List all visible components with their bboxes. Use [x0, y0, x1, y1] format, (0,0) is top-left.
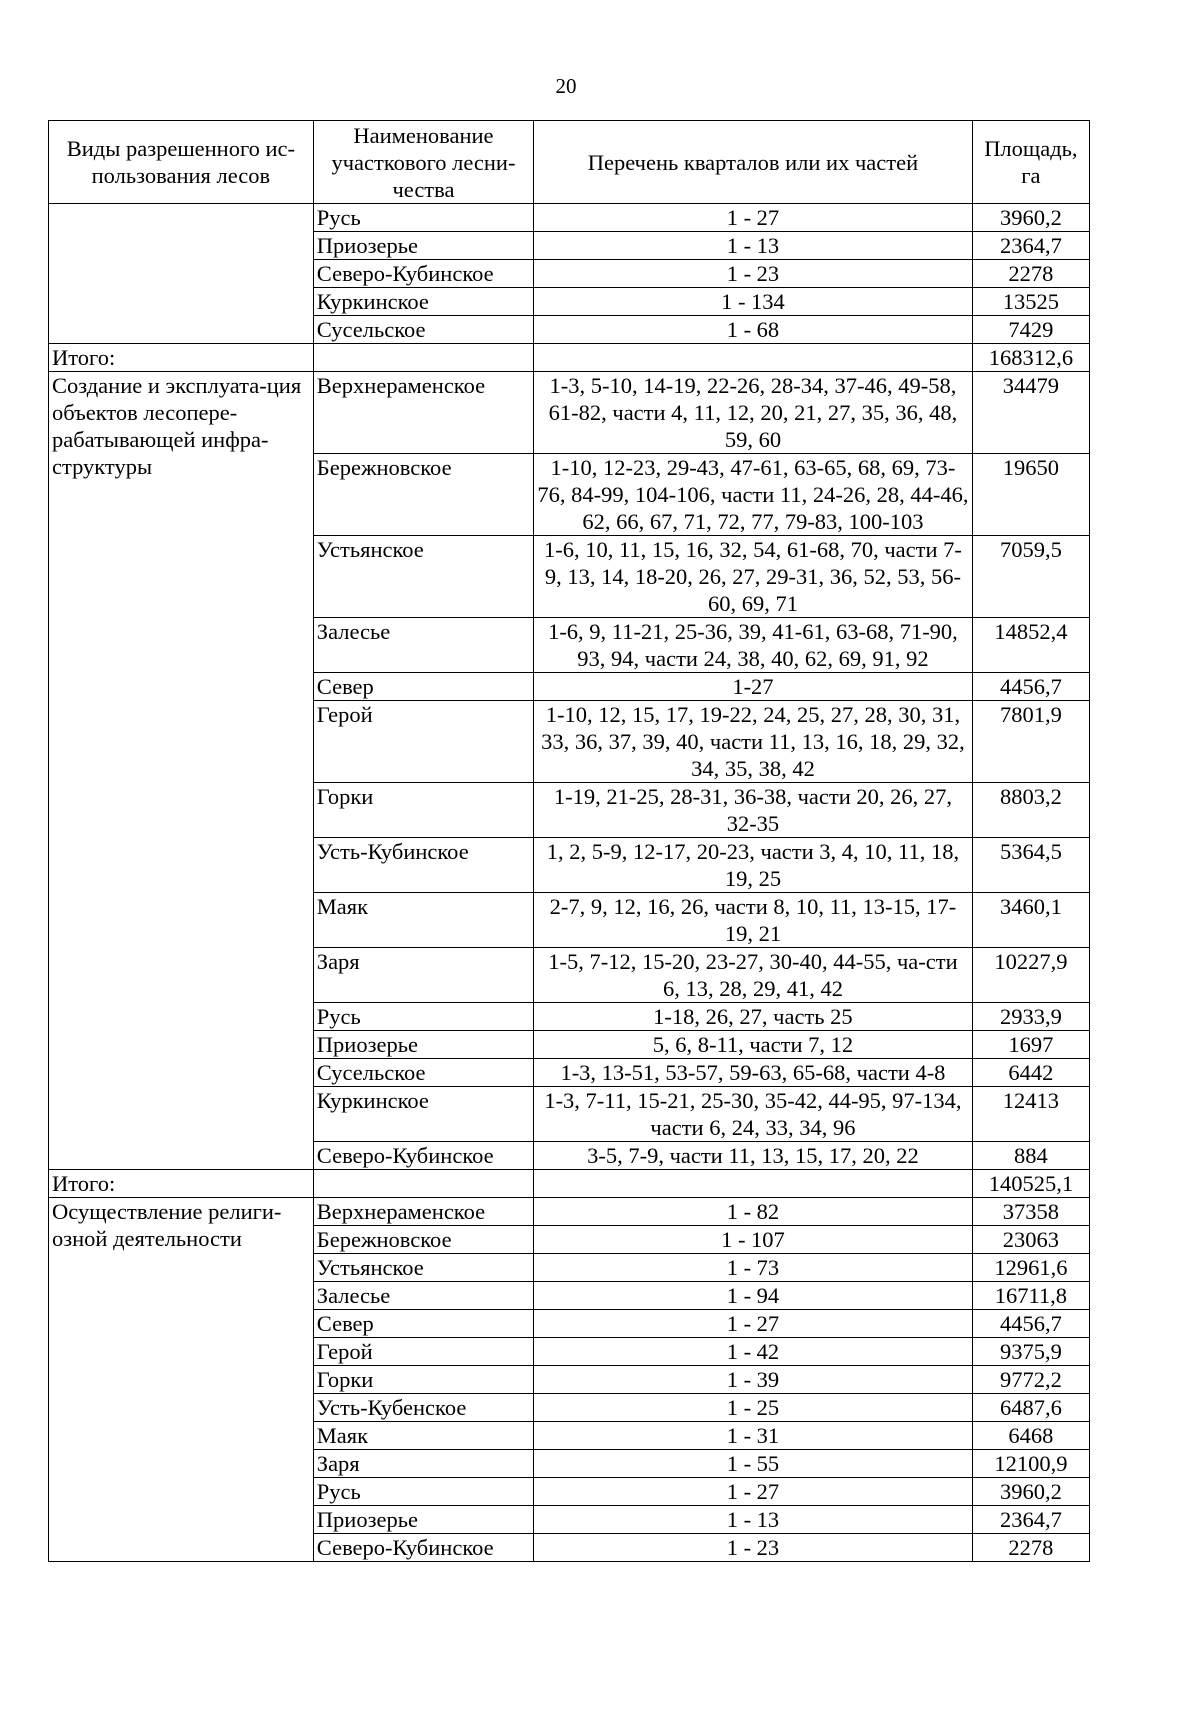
forestry-cell: Приозерье: [313, 232, 533, 260]
area-cell: 2278: [972, 260, 1089, 288]
quarters-cell: 1 - 27: [534, 1310, 973, 1338]
forestry-cell: Усть-Кубинское: [313, 838, 533, 893]
forestry-cell: Горки: [313, 783, 533, 838]
forestry-cell: Устьянское: [313, 536, 533, 618]
area-cell: 7059,5: [972, 536, 1089, 618]
quarters-cell: 1-3, 5-10, 14-19, 22-26, 28-34, 37-46, 49-58, 61-82, части 4, 11, 12, 20, 21, 27, 35, 36, 48, 59, 60: [534, 372, 973, 454]
quarters-cell: 1 - 94: [534, 1282, 973, 1310]
area-cell: 7801,9: [972, 701, 1089, 783]
area-cell: 2278: [972, 1534, 1089, 1562]
quarters-cell: 1 - 23: [534, 260, 973, 288]
area-cell: 37358: [972, 1198, 1089, 1226]
area-cell: 16711,8: [972, 1282, 1089, 1310]
page-number: 20: [555, 74, 577, 98]
area-cell: 10227,9: [972, 948, 1089, 1003]
header-quarters: Перечень кварталов или их частей: [534, 121, 973, 204]
quarters-cell: 1 - 39: [534, 1366, 973, 1394]
forestry-cell: Сусельское: [313, 1059, 533, 1087]
header-area: Площадь, га: [972, 121, 1089, 204]
quarters-cell: 1 - 27: [534, 204, 973, 232]
quarters-cell: 1 - 107: [534, 1226, 973, 1254]
table-row: [49, 372, 1090, 454]
area-cell: 3960,2: [972, 1478, 1089, 1506]
total-area: 168312,6: [972, 344, 1089, 372]
table-header-row: [49, 121, 1090, 204]
area-cell: 2933,9: [972, 1003, 1089, 1031]
forestry-cell: Куркинское: [313, 288, 533, 316]
quarters-cell: 3-5, 7-9, части 11, 13, 15, 17, 20, 22: [534, 1142, 973, 1170]
forestry-cell: Приозерье: [313, 1506, 533, 1534]
quarters-cell: 1 - 31: [534, 1422, 973, 1450]
forestry-cell: Герой: [313, 1338, 533, 1366]
forestry-cell: Маяк: [313, 1422, 533, 1450]
total-forestry-empty: [313, 344, 533, 372]
use-type-cell: Создание и эксплуата-ция объектов лесопере-рабатывающей инфра-структуры: [49, 372, 314, 1170]
quarters-cell: 1-5, 7-12, 15-20, 23-27, 30-40, 44-55, ча-сти 6, 13, 28, 29, 41, 42: [534, 948, 973, 1003]
table-row: [49, 1198, 1090, 1226]
area-cell: 6487,6: [972, 1394, 1089, 1422]
area-cell: 7429: [972, 316, 1089, 344]
quarters-cell: 1 - 13: [534, 1506, 973, 1534]
forestry-cell: Русь: [313, 204, 533, 232]
quarters-cell: 1-18, 26, 27, часть 25: [534, 1003, 973, 1031]
forestry-cell: Русь: [313, 1478, 533, 1506]
total-forestry-empty: [313, 1170, 533, 1198]
quarters-cell: 1-10, 12-23, 29-43, 47-61, 63-65, 68, 69, 73-76, 84-99, 104-106, части 11, 24-26, 28, 44-46, 62, 66, 67, 71, 72, 77, 79-83, 100-103: [534, 454, 973, 536]
header-use-type: Виды разрешенного ис-пользования лесов: [49, 121, 314, 204]
forestry-cell: Север: [313, 673, 533, 701]
area-cell: 3960,2: [972, 204, 1089, 232]
area-cell: 4456,7: [972, 673, 1089, 701]
forestry-cell: Устьянское: [313, 1254, 533, 1282]
total-area: 140525,1: [972, 1170, 1089, 1198]
total-label: Итого:: [49, 344, 314, 372]
forestry-cell: Бережновское: [313, 454, 533, 536]
quarters-cell: 1-3, 13-51, 53-57, 59-63, 65-68, части 4-8: [534, 1059, 973, 1087]
quarters-cell: 1-6, 10, 11, 15, 16, 32, 54, 61-68, 70, части 7-9, 13, 14, 18-20, 26, 27, 29-31, 36, 52, 53, 56-60, 69, 71: [534, 536, 973, 618]
total-row: [49, 344, 1090, 372]
area-cell: 12961,6: [972, 1254, 1089, 1282]
forestry-cell: Маяк: [313, 893, 533, 948]
quarters-cell: 1-6, 9, 11-21, 25-36, 39, 41-61, 63-68, 71-90, 93, 94, части 24, 38, 40, 62, 69, 91, 92: [534, 618, 973, 673]
total-quarters-empty: [534, 344, 973, 372]
quarters-cell: 1-27: [534, 673, 973, 701]
forestry-cell: Заря: [313, 1450, 533, 1478]
forestry-cell: Северо-Кубинское: [313, 1142, 533, 1170]
forestry-cell: Усть-Кубенское: [313, 1394, 533, 1422]
quarters-cell: 1-3, 7-11, 15-21, 25-30, 35-42, 44-95, 97-134, части 6, 24, 33, 34, 96: [534, 1087, 973, 1142]
area-cell: 9375,9: [972, 1338, 1089, 1366]
forestry-cell: Северо-Кубинское: [313, 260, 533, 288]
area-cell: 12413: [972, 1087, 1089, 1142]
use-type-cell: Осуществление религи-озной деятельности: [49, 1198, 314, 1562]
quarters-cell: 1-19, 21-25, 28-31, 36-38, части 20, 26, 27, 32-35: [534, 783, 973, 838]
use-type-cell: [49, 204, 314, 344]
table-row: [49, 204, 1090, 232]
quarters-cell: 2-7, 9, 12, 16, 26, части 8, 10, 11, 13-15, 17-19, 21: [534, 893, 973, 948]
quarters-cell: 1 - 23: [534, 1534, 973, 1562]
quarters-cell: 1, 2, 5-9, 12-17, 20-23, части 3, 4, 10, 11, 18, 19, 25: [534, 838, 973, 893]
area-cell: 9772,2: [972, 1366, 1089, 1394]
forestry-cell: Приозерье: [313, 1031, 533, 1059]
area-cell: 19650: [972, 454, 1089, 536]
area-cell: 23063: [972, 1226, 1089, 1254]
area-cell: 14852,4: [972, 618, 1089, 673]
forest-use-table: [48, 120, 1090, 1562]
quarters-cell: 1 - 42: [534, 1338, 973, 1366]
total-row: [49, 1170, 1090, 1198]
table-body: [49, 204, 1090, 1562]
forestry-cell: Верхнераменское: [313, 372, 533, 454]
quarters-cell: 1 - 82: [534, 1198, 973, 1226]
header-forestry: Наименование участкового лесни-чества: [313, 121, 533, 204]
forestry-cell: Бережновское: [313, 1226, 533, 1254]
quarters-cell: 1 - 55: [534, 1450, 973, 1478]
quarters-cell: 5, 6, 8-11, части 7, 12: [534, 1031, 973, 1059]
total-quarters-empty: [534, 1170, 973, 1198]
area-cell: 884: [972, 1142, 1089, 1170]
quarters-cell: 1 - 73: [534, 1254, 973, 1282]
area-cell: 34479: [972, 372, 1089, 454]
forestry-cell: Куркинское: [313, 1087, 533, 1142]
forestry-cell: Залесье: [313, 1282, 533, 1310]
quarters-cell: 1 - 27: [534, 1478, 973, 1506]
forestry-cell: Герой: [313, 701, 533, 783]
quarters-cell: 1 - 134: [534, 288, 973, 316]
area-cell: 1697: [972, 1031, 1089, 1059]
forestry-cell: Северо-Кубинское: [313, 1534, 533, 1562]
forestry-cell: Русь: [313, 1003, 533, 1031]
area-cell: 12100,9: [972, 1450, 1089, 1478]
forestry-cell: Север: [313, 1310, 533, 1338]
forestry-cell: Заря: [313, 948, 533, 1003]
area-cell: 2364,7: [972, 232, 1089, 260]
area-cell: 6442: [972, 1059, 1089, 1087]
quarters-cell: 1 - 25: [534, 1394, 973, 1422]
area-cell: 5364,5: [972, 838, 1089, 893]
total-label: Итого:: [49, 1170, 314, 1198]
area-cell: 3460,1: [972, 893, 1089, 948]
area-cell: 4456,7: [972, 1310, 1089, 1338]
area-cell: 13525: [972, 288, 1089, 316]
area-cell: 6468: [972, 1422, 1089, 1450]
quarters-cell: 1 - 13: [534, 232, 973, 260]
forestry-cell: Сусельское: [313, 316, 533, 344]
quarters-cell: 1-10, 12, 15, 17, 19-22, 24, 25, 27, 28, 30, 31, 33, 36, 37, 39, 40, части 11, 13, 16, 18, 29, 32, 34, 35, 38, 42: [534, 701, 973, 783]
forestry-cell: Горки: [313, 1366, 533, 1394]
quarters-cell: 1 - 68: [534, 316, 973, 344]
forestry-cell: Верхнераменское: [313, 1198, 533, 1226]
area-cell: 8803,2: [972, 783, 1089, 838]
forestry-cell: Залесье: [313, 618, 533, 673]
area-cell: 2364,7: [972, 1506, 1089, 1534]
